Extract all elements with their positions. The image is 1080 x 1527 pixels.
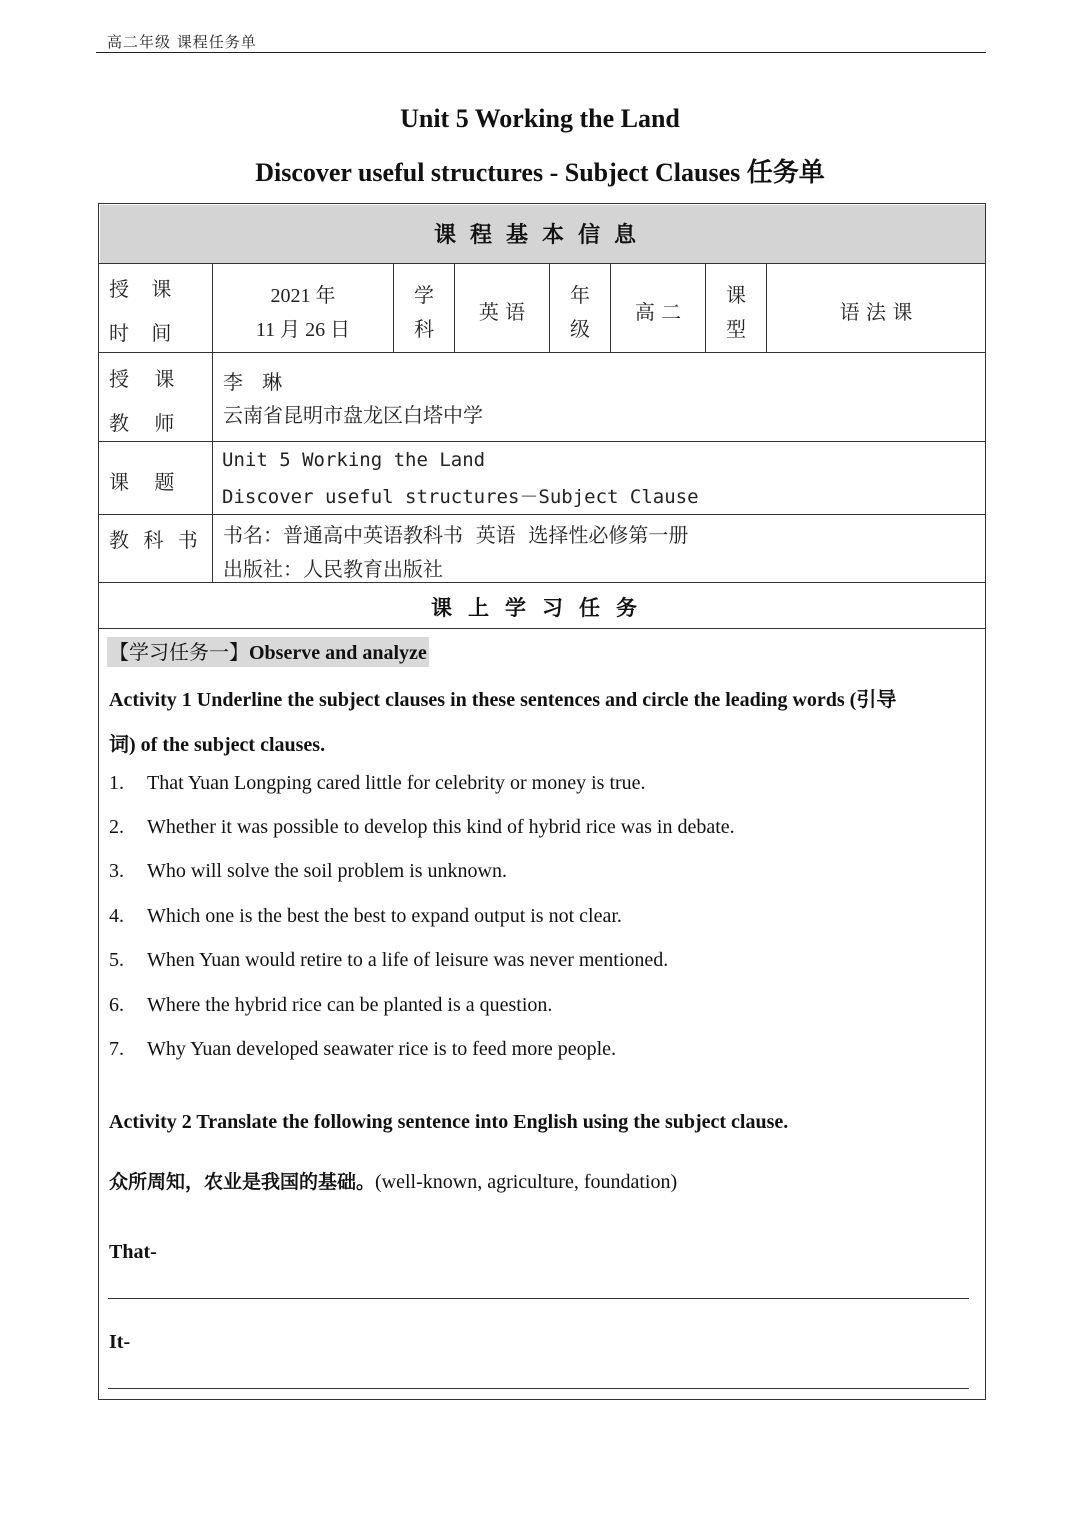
- column-divider: [212, 263, 213, 583]
- topic-label: 课 题: [109, 470, 175, 494]
- time-label-line2: 时 间: [109, 321, 180, 345]
- date-day: 11 月 26 日: [255, 319, 351, 341]
- item-number: 6.: [109, 994, 124, 1016]
- info-section-title: 课程基本信息: [433, 223, 650, 248]
- type-label-line2: 型: [726, 317, 746, 341]
- prompt-keywords: (well-known, agriculture, foundation): [375, 1171, 678, 1193]
- textbook-label: 教 科 书: [109, 528, 202, 552]
- textbook-publisher: 出版社：人民教育出版社: [223, 557, 443, 581]
- date-year: 2021 年: [270, 285, 336, 307]
- activity1-instruction-line1: Activity 1 Underline the subject clauses in these sentences and circle the leading words (引导: [109, 689, 897, 711]
- document-subtitle: Discover useful structures - Subject Clauses 任务单: [255, 158, 825, 187]
- item-number: 7.: [109, 1038, 124, 1060]
- type-label-line1: 课: [726, 283, 746, 307]
- row-divider: [99, 263, 985, 264]
- grade-label-line1: 年: [570, 283, 590, 307]
- teacher-name: 李 琳: [223, 370, 283, 394]
- item-number: 5.: [109, 949, 124, 971]
- teacher-label-line2: 教 师: [109, 411, 175, 435]
- item-text: When Yuan would retire to a life of leisure was never mentioned.: [147, 949, 669, 971]
- list-item: [109, 949, 668, 972]
- row-divider: [99, 514, 985, 515]
- list-item: [109, 816, 735, 839]
- subject-value: 英 语: [478, 300, 526, 324]
- activity2-instruction: Activity 2 Translate the following sentence into English using the subject clause.: [109, 1111, 789, 1133]
- item-text: Where the hybrid rice can be planted is a question.: [147, 994, 553, 1016]
- answer1-label: That-: [109, 1241, 157, 1263]
- row-divider: [99, 582, 985, 583]
- item-text: That Yuan Longping cared little for celebrity or money is true.: [147, 772, 646, 794]
- list-item: [109, 994, 552, 1017]
- grade-value: 高 二: [634, 300, 682, 324]
- row-divider: [99, 352, 985, 353]
- item-text: Why Yuan developed seawater rice is to feed more people.: [147, 1038, 617, 1060]
- task1-label-en: Observe and analyze: [249, 642, 427, 664]
- row-divider: [99, 441, 985, 442]
- item-number: 1.: [109, 772, 124, 794]
- textbook-title: 书名：普通高中英语教科书 英语 选择性必修第一册: [223, 523, 689, 547]
- list-item: [109, 905, 622, 928]
- answer2-line[interactable]: [108, 1388, 969, 1389]
- list-item: [109, 860, 507, 883]
- subject-label-line1: 学: [414, 283, 434, 307]
- item-number: 2.: [109, 816, 124, 838]
- topic-line1: Unit 5 Working the Land: [222, 449, 486, 471]
- prompt-chinese: 众所周知，农业是我国的基础。: [109, 1171, 376, 1193]
- task1-label-cn: 【学习任务一】: [109, 640, 249, 664]
- item-text: Whether it was possible to develop this kind of hybrid rice was in debate.: [147, 816, 735, 838]
- header-rule: [96, 52, 986, 53]
- grade-label-line2: 级: [570, 317, 590, 341]
- tasks-section-title: 课上学习任务: [431, 596, 653, 620]
- item-number: 4.: [109, 905, 124, 927]
- page-header: 高二年级 课程任务单: [107, 33, 257, 51]
- row-divider: [99, 628, 985, 629]
- list-item: [109, 772, 646, 795]
- translation-prompt: [109, 1167, 677, 1194]
- subject-label-line2: 科: [414, 317, 434, 341]
- item-number: 3.: [109, 860, 124, 882]
- teacher-school: 云南省昆明市盘龙区白塔中学: [223, 403, 483, 427]
- time-label-line1: 授 课: [109, 277, 180, 301]
- type-value: 语 法 课: [839, 300, 913, 324]
- task1-label: [107, 637, 429, 667]
- teacher-label-line1: 授 课: [109, 367, 175, 391]
- answer1-line[interactable]: [108, 1298, 969, 1299]
- answer2-label: It-: [109, 1331, 131, 1353]
- list-item: [109, 1038, 616, 1061]
- topic-line2: Discover useful structures－Subject Clause: [222, 486, 699, 508]
- document-title: Unit 5 Working the Land: [400, 104, 680, 133]
- item-text: Who will solve the soil problem is unknown.: [147, 860, 507, 882]
- item-text: Which one is the best the best to expand output is not clear.: [147, 905, 622, 927]
- activity1-instruction-line2: 词) of the subject clauses.: [109, 734, 326, 756]
